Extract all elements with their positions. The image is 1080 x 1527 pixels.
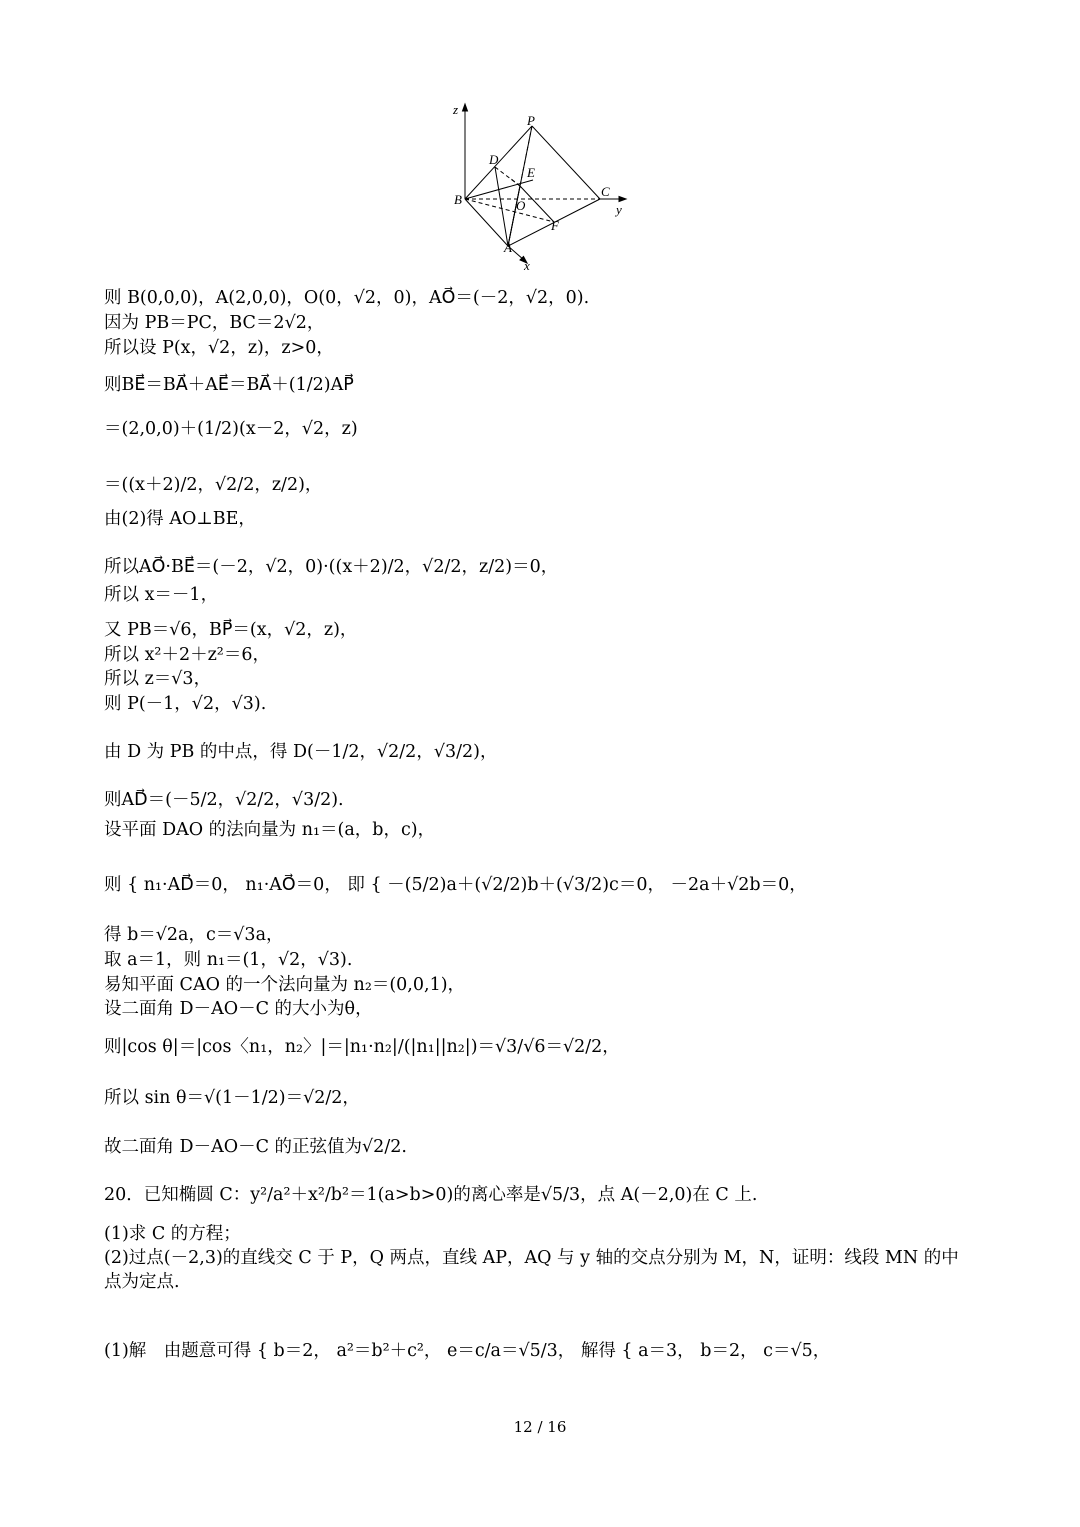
label-F: F — [551, 218, 559, 233]
label-D: D — [489, 152, 499, 167]
line-5: ＝(2,0,0)＋(1/2)(x－2，√2，z) — [104, 419, 358, 439]
problem-20-statement: 20．已知椭圆 C：y²/a²＋x²/b²＝1(a>b>0)的离心率是√5/3，点 A(－2,0)在 C 上. — [104, 1185, 758, 1205]
label-B: B — [454, 192, 462, 207]
solution-part-1: (1)解 由题意可得 { b＝2， a²＝b²＋c²， e＝c/a＝√5/3， 解得 { a＝3， b＝2， c＝√5， — [104, 1341, 831, 1361]
line-8: 所以AO⃗·BE⃗＝(－2，√2，0)·((x＋2)/2，√2/2，z/2)＝0， — [104, 557, 559, 577]
line-14: 由 D 为 PB 的中点，得 D(－1/2，√2/2，√3/2)， — [104, 742, 498, 762]
problem-20-part-1: (1)求 C 的方程； — [104, 1224, 241, 1244]
label-y: y — [616, 202, 622, 217]
y-axis-arrow — [619, 197, 626, 202]
line-4: 则BE⃗＝BA⃗＋AE⃗＝BA⃗＋(1/2)AP⃗ — [104, 375, 354, 395]
line-24: 故二面角 D－AO－C 的正弦值为√2/2. — [104, 1137, 407, 1157]
line-22: 则|cos θ|＝|cos〈n₁，n₂〉|＝|n₁·n₂|/(|n₁||n₂|)＝√3/√6＝√2/2， — [104, 1037, 620, 1057]
line-1: 则 B(0,0,0)，A(2,0,0)，O(0，√2，0)，AO⃗＝(－2，√2，0). — [104, 288, 590, 308]
line-16: 设平面 DAO 的法向量为 n₁＝(a，b，c)， — [104, 820, 436, 840]
line-12: 所以 z＝√3， — [104, 669, 212, 689]
label-C: C — [601, 184, 610, 199]
line-10: 又 PB＝√6，BP⃗＝(x，√2，z)， — [104, 620, 358, 640]
line-9: 所以 x＝－1， — [104, 585, 219, 605]
line-11: 所以 x²＋2＋z²＝6， — [104, 645, 270, 665]
line-13: 则 P(－1，√2，√3). — [104, 694, 267, 714]
label-E: E — [527, 165, 535, 180]
line-2: 因为 PB＝PC，BC＝2√2， — [104, 313, 325, 333]
line-21: 设二面角 D－AO－C 的大小为θ， — [104, 999, 373, 1019]
pyramid-figure — [450, 100, 640, 280]
label-x: x — [524, 258, 530, 273]
page-number: 12 / 16 — [513, 1418, 567, 1436]
line-23: 所以 sin θ＝√(1－1/2)＝√2/2， — [104, 1088, 360, 1108]
label-A: A — [504, 240, 512, 255]
line-20: 易知平面 CAO 的一个法向量为 n₂＝(0,0,1)， — [104, 975, 466, 995]
line-17: 则 { n₁·AD⃗＝0， n₁·AO⃗＝0， 即 { －(5/2)a＋(√2/2)b＋(√3/2)c＝0， －2a＋√2b＝0， — [104, 875, 807, 895]
line-19: 取 a＝1，则 n₁＝(1，√2，√3). — [104, 950, 353, 970]
problem-20-part-2: (2)过点(－2,3)的直线交 C 于 P，Q 两点，直线 AP，AQ 与 y 轴的交点分别为 M，N，证明：线段 MN 的中 — [104, 1248, 959, 1268]
label-P: P — [527, 113, 535, 128]
problem-20-part-2-cont: 点为定点. — [104, 1272, 180, 1292]
line-7: 由(2)得 AO⊥BE， — [104, 509, 256, 529]
line-6: ＝((x＋2)/2，√2/2，z/2)， — [104, 475, 323, 495]
line-18: 得 b＝√2a，c＝√3a， — [104, 925, 284, 945]
line-3: 所以设 P(x，√2，z)，z>0， — [104, 338, 334, 358]
label-O: O — [516, 198, 526, 213]
line-15: 则AD⃗＝(－5/2，√2/2，√3/2). — [104, 790, 344, 810]
z-axis-arrow — [463, 104, 468, 111]
label-z: z — [453, 102, 459, 117]
